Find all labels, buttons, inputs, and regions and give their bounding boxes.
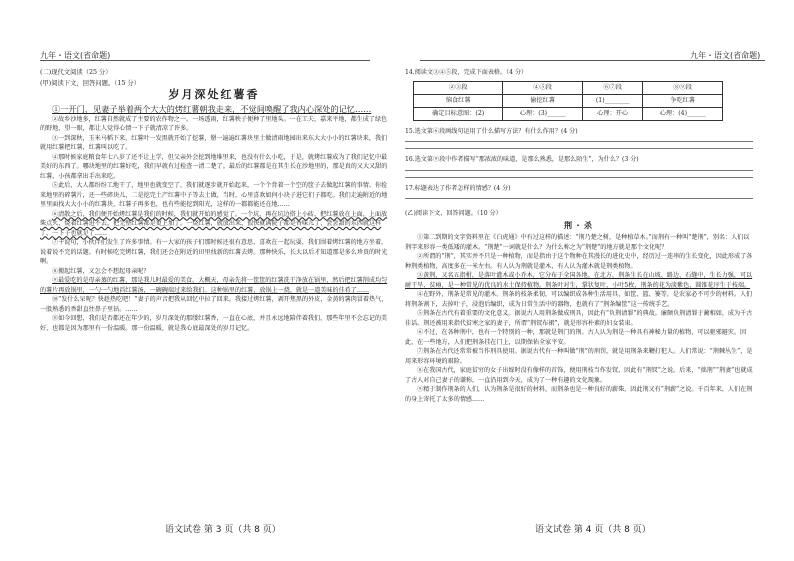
fill-table xyxy=(413,81,723,121)
paragraph-8: ⑧搬起红薯，又怎会不想起母亲呢？ xyxy=(52,267,150,275)
paragraph-11: ⑪如今回想，我们是否都还在年少的，岁月深处的那缕红薯香，一直在心底，并且永远地陪伴着我们，那些年里不会忘记的美好，也都是因为那里有一份温暖。那一份温暖，就是我心底最深处的岁月记忆。 xyxy=(40,315,388,332)
part-a-heading: (甲)阅读下文，回答问题。（15 分） xyxy=(40,79,140,87)
paragraph-6: ⑥清散之后，我们便开始烤红薯是我们的时候，我们就开始的感觉了。一个坑，再在坑边搭上小砖，把红薯放在上面，上面放柴点火，烧着红薯进不去，把完整红薯都是更上加了。一烧红薯，就放出来，很快就满院子都是香味儿了，尝尝甜的东西就这样了，一下子也就是了…… xyxy=(40,210,388,237)
section-heading: (二)现代文阅读（25 分） xyxy=(40,69,112,76)
header-left-title: 九年・语文(省命题) xyxy=(40,51,111,60)
paragraph-7: ⑦千说句，小伙伴们发生了许多事情。有一大家的孩子们那时候还很有意思，喜欢在一起玩耍，我们围着烤红薯的地方坐着，说着说不完的话题。有时候吃完烤红薯，我们还会在附近的田里找新的红薯去烤。那种快乐，长大以后才知道那是多么珍贵的时光啊。 xyxy=(40,239,388,265)
header-rule-right xyxy=(420,60,765,61)
table-answer-cell[interactable]: 心理：(3)______ xyxy=(503,107,583,120)
paragraph-b8: ⑧在我国古代，家庭贫穷的女子出嫁时没有像样的首饰，便用荆枝当作发钗，因此有“荆钗”之说。后来，“拙荆”“荆妻”也就成了古人对自己妻子的谦称，一直沿用到今天，成为了一种有趣的文化现象。 xyxy=(405,367,753,384)
paragraph-b6: ⑥不过，在各种荆中，也有一个特别的一种，那就是荆门的荆。古人认为荆是一种具有神秘力量的植物，可以驱邪避灾。因此，在一些地方，人们把荆条挂在门上，以期保佑全家平安。 xyxy=(405,329,747,346)
question-16: 16.选文第⑨段中作者描写“那浓浓的味道，是那么熟悉，是那么陌生”，为什么？(3 分) xyxy=(405,156,639,163)
paragraph-10: ⑩“发什么呆呢？快趁热吃吧！”妻子的声音把我从回忆中拉了回来。我接过烤红薯，剥开焦黑的外皮，金黄的薯肉冒着热气，一股熟悉的香甜直往鼻子里钻。…… xyxy=(40,296,388,313)
question-14: 14.阅读文③④⑤段，完成下面表格。（4 分） xyxy=(405,69,528,76)
header-right-title: 九年・语文(省命题) xyxy=(690,51,761,60)
paragraph-9: ⑨最爱吃的是母亲蒸的红薯，那是我儿时最爱的美食。大概天，母亲先将一筐筐的红薯洗干净放在锅里，然后把红薯削成均匀的薯片再放锅里，一勺一勺地舀红薯汤，一碗碗端过来给我们。这种锅里的红薯，放锅上一烧，就是一道美味的佳肴了…… xyxy=(40,277,388,294)
paragraph-b3: ③黄荆，又名五指柑，是落叶灌木或小乔木，它分布于全国各地。在北方，荆条生长在山坡、路边、石缝中，生长力强，可以耐干旱、贫瘠，是一种常见的优良的水土保持植物。荆条叶对生，掌状复叶，小叶5枚，荆条的花为淡紫色，圆锥花序生于枝端。 xyxy=(405,272,753,289)
footer-left: 语文试卷 第 3 页（共 8 页） xyxy=(165,525,281,535)
answer-line[interactable] xyxy=(405,170,753,171)
question-15: 15.选文第⑥段画线句运用了什么描写方法？有什么作用？(4 分) xyxy=(405,127,578,135)
article-title-b: 荆・杀 xyxy=(564,219,594,230)
paragraph-b7: ⑦荆条在古代还常常被当作刑具使用。据说古代有一种叫做“荆”的刑罚，就是用荆条来鞭打犯人。人们常说：“荆棘丛生”，是用来形容环境的艰险。 xyxy=(405,348,753,365)
paragraph-3: ③一到深秋，玉米马稻下来，红薯叶一发黑就开始了挖薯，掰一遍遍红薯块里土做清雨地园出来东大大小小的红薯块来，我们就用红薯把红薯，红薯叫以吃了。 xyxy=(40,134,388,151)
table-cell: 偷挖红薯 xyxy=(503,94,583,107)
table-answer-cell[interactable]: (1)________ xyxy=(583,94,643,107)
table-cell: 恼食红薯 xyxy=(414,94,503,107)
table-cell: ④⑤段 xyxy=(503,81,583,94)
part-b-heading: (乙)阅读下文，回答问题。（10 分） xyxy=(405,210,502,217)
table-answer-cell[interactable]: 确定目标意图：(2) xyxy=(414,107,503,120)
table-cell: 心理：开心 xyxy=(583,107,643,120)
left-page xyxy=(40,68,388,508)
paragraph-5: ⑤此后，大人都纷纷工地干了，地里也就变空了，我们就逐步就开始起来，一个个背着一个空的筐子去做起红薯的事情。你捡来地里的碎薯片，还一些碎块儿，二是挖完土产红薯中子等去土做，当时，心里喜欢如何小块子进它们子都吃。我们走遍附近的地里里面找大大小小的红薯块，红薯子再多也，也有些能挖到阳光，这样的一都都能还在地…… xyxy=(40,182,388,208)
paragraph-b4: ④在野外，荆条是常见的灌木。荆条的枝条柔韧，可以编织成各种生活用具，如筐、篮、篓等，是农家必不可少的材料。人们将荆条割下，去掉叶子，浸泡后编织，成为日常生活中的器物，也就有了“荆条编筐”这一传统手艺。 xyxy=(405,291,753,308)
answer-line[interactable] xyxy=(405,177,753,178)
table-answer-cell[interactable]: 心理：(4)______ xyxy=(643,107,723,120)
table-cell: ⑥⑦段 xyxy=(583,81,643,94)
question-17: 17.标题表达了作者怎样的情感？(4 分) xyxy=(405,184,511,192)
answer-line[interactable] xyxy=(405,148,753,149)
paragraph-b1: ①第二到期的文字资料里在《白虎通》中有过这样的描述：“荆乃楚之树，是种植草木。”而荆有一种叫“楚荆”，别名：人们以荆字来形容一类低矮的灌木。“荆楚”一词就是什么？为什么称之为“荆楚”的地方就是那个文化呢？ xyxy=(405,234,750,251)
header-rule-left xyxy=(40,60,370,61)
answer-line[interactable] xyxy=(405,198,753,199)
right-page xyxy=(405,68,753,508)
paragraph-b9: ⑨精于制作荆条的人们，认为荆条是很好的材料，而荆条也是一种良好的薪柴，因此荆又有“荆薪”之说。千百年来，人们在荆的身上寄托了太多的情感…… xyxy=(405,386,753,403)
paragraph-b2: ②所谓的“荆”，其实并不只是一种植物，而是指由于这个物种在其漫长的进化史中，经历过一连串的生长变化，因此形成了各种荆类植物，高度多在一米左右。有人认为荆就是灌木，有人认为灌木就是荆类植物。 xyxy=(405,253,753,270)
article-title: 岁月深处红薯香 xyxy=(168,88,260,101)
table-cell: 争吃红薯 xyxy=(643,94,723,107)
paragraph-b5: ⑤荆条在古代有着重要的文化意义。据说古人用荆条做成刑具，因此有“负荆请罪”的典故。廉颇负荆请罪于蔺相如，成为千古佳话。荆还被用来指代贫寒之家的妻子，所谓“荆钗布裙”，就是形容朴素的妇女装束。 xyxy=(405,310,753,327)
answer-line[interactable] xyxy=(405,141,753,142)
paragraph-2: ②故乡沙地多，红薯自然就成了主要的农作物之一。一场透雨，红薯秧子便种了里地头。一在工夫，嘉来平地，都生成了绿色的野地，望一眼，都让人觉得心情一下子就清凉了许多。 xyxy=(40,115,388,132)
table-cell: ②③段 xyxy=(414,81,503,94)
paragraph-1: ①一开门，见妻子举着两个大大的烤红薯朝我走来，不觉间唤醒了我内心深处的记忆…… xyxy=(52,103,372,114)
table-cell: ⑧⑨段 xyxy=(643,81,723,94)
footer-right: 语文试卷 第 4 页（共 8 页） xyxy=(535,525,651,535)
paragraph-4: ④那时候家庭粮食年七八岁了还不让上学，但父亲外会挖到地堆里来，也没有什么小吃，于是，就烤红薯成为了我们记忆中最美好的东西了。哪块地里的红薯好吃，我们早就有过检查一清二楚了。最后的红薯都是在其生长在沙地里的，那是真的又大又甜的红薯，小孩都拿出手出来吃。 xyxy=(40,153,388,180)
